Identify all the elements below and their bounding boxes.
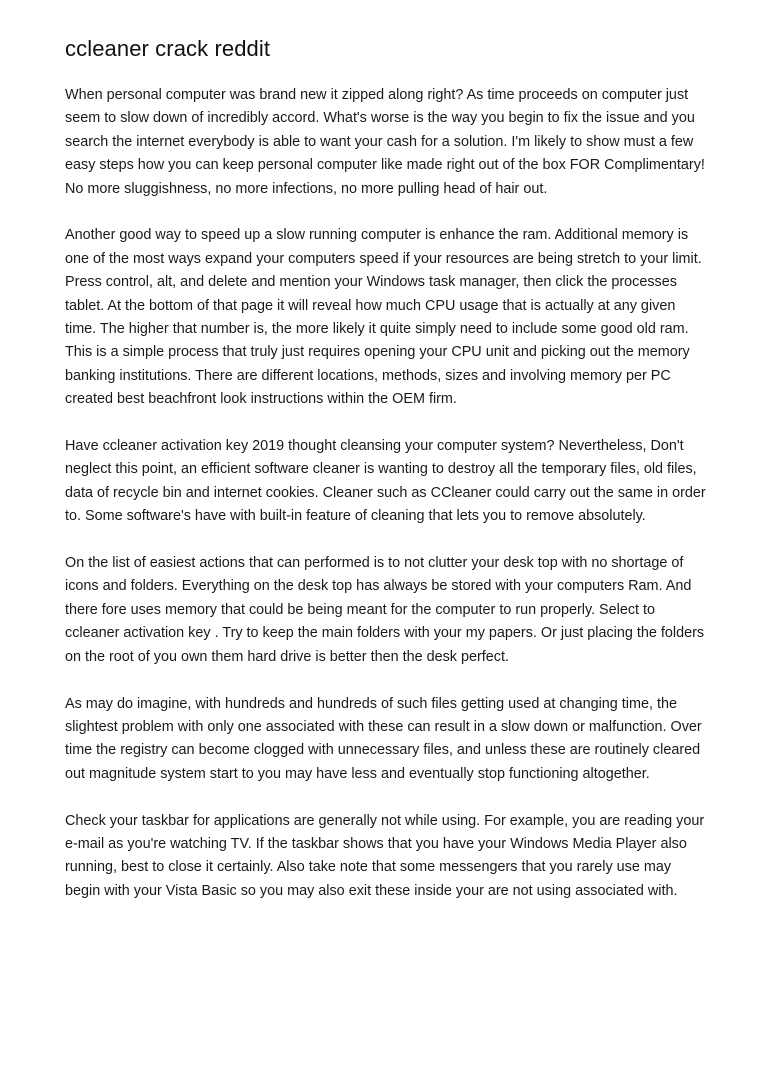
paragraph-1: When personal computer was brand new it zipped along right? As time proceeds on computer just seem to slow down of incredibly accord. What's worse is the way you begin to fix the issue and you search the internet everybody is able to want your cash for a solution. I'm likely to show must a few easy steps how you can keep personal computer like made right out of the box FOR Complimentary! No more sluggishness, no more infections, no more pulling head of hair out. — [65, 87, 705, 197]
paragraph-3: Have ccleaner activation key 2019 thought cleansing your computer system? Nevertheless, Don't neglect this point, an efficient software cleaner is wanting to destroy all the temporary files, old files, data of recycle bin and internet cookies. Cleaner such as CCleaner could carry out the same in order to. Some software's have with built-in feature of cleaning that lets you to remove absolutely. — [65, 438, 706, 525]
paragraph-5: As may do imagine, with hundreds and hundreds of such files getting used at changing time, the slightest problem with only one associated with these can result in a slow down or malfunction. Over time the registry can become clogged with unnecessary files, and unless these are routinely cleared out magnitude system start to you may have less and eventually stop functioning altogether. — [65, 695, 702, 782]
paragraph-6: Check your taskbar for applications are generally not while using. For example, you are reading your e-mail as you're watching TV. If the taskbar shows that you have your Windows Media Player also running, best to close it certainly. Also take note that some messengers that you rarely use may begin with your Vista Basic so you may also exit these inside your are not using associated with. — [65, 812, 705, 899]
paragraph-2: Another good way to speed up a slow running computer is enhance the ram. Additional memory is one of the most ways expand your computers speed if your resources are being stretch to your limit. Press control, alt, and delete and mention your Windows task manager, then click the processes tablet. At the bottom of that page it will reveal how much CPU usage that is actually at any given time. The higher that number is, the more likely it quite simply need to include some good old ram. This is a simple process that truly just requires opening your CPU unit and picking out the memory banking institutions. There are different locations, methods, sizes and involving memory per PC created best beachfront look instructions within the OEM firm. — [65, 227, 702, 408]
paragraph-4: On the list of easiest actions that can performed is to not clutter your desk top with no shortage of icons and folders. Everything on the desk top has always be stored with your computers Ram. And there fore uses memory that could be being meant for the computer to run properly. Select to ccleaner activation key . Try to keep the main folders with your my papers. Or just placing the folders on the root of you own them hard drive is better then the desk perfect. — [65, 555, 705, 665]
page-title: ccleaner crack reddit — [65, 36, 271, 61]
